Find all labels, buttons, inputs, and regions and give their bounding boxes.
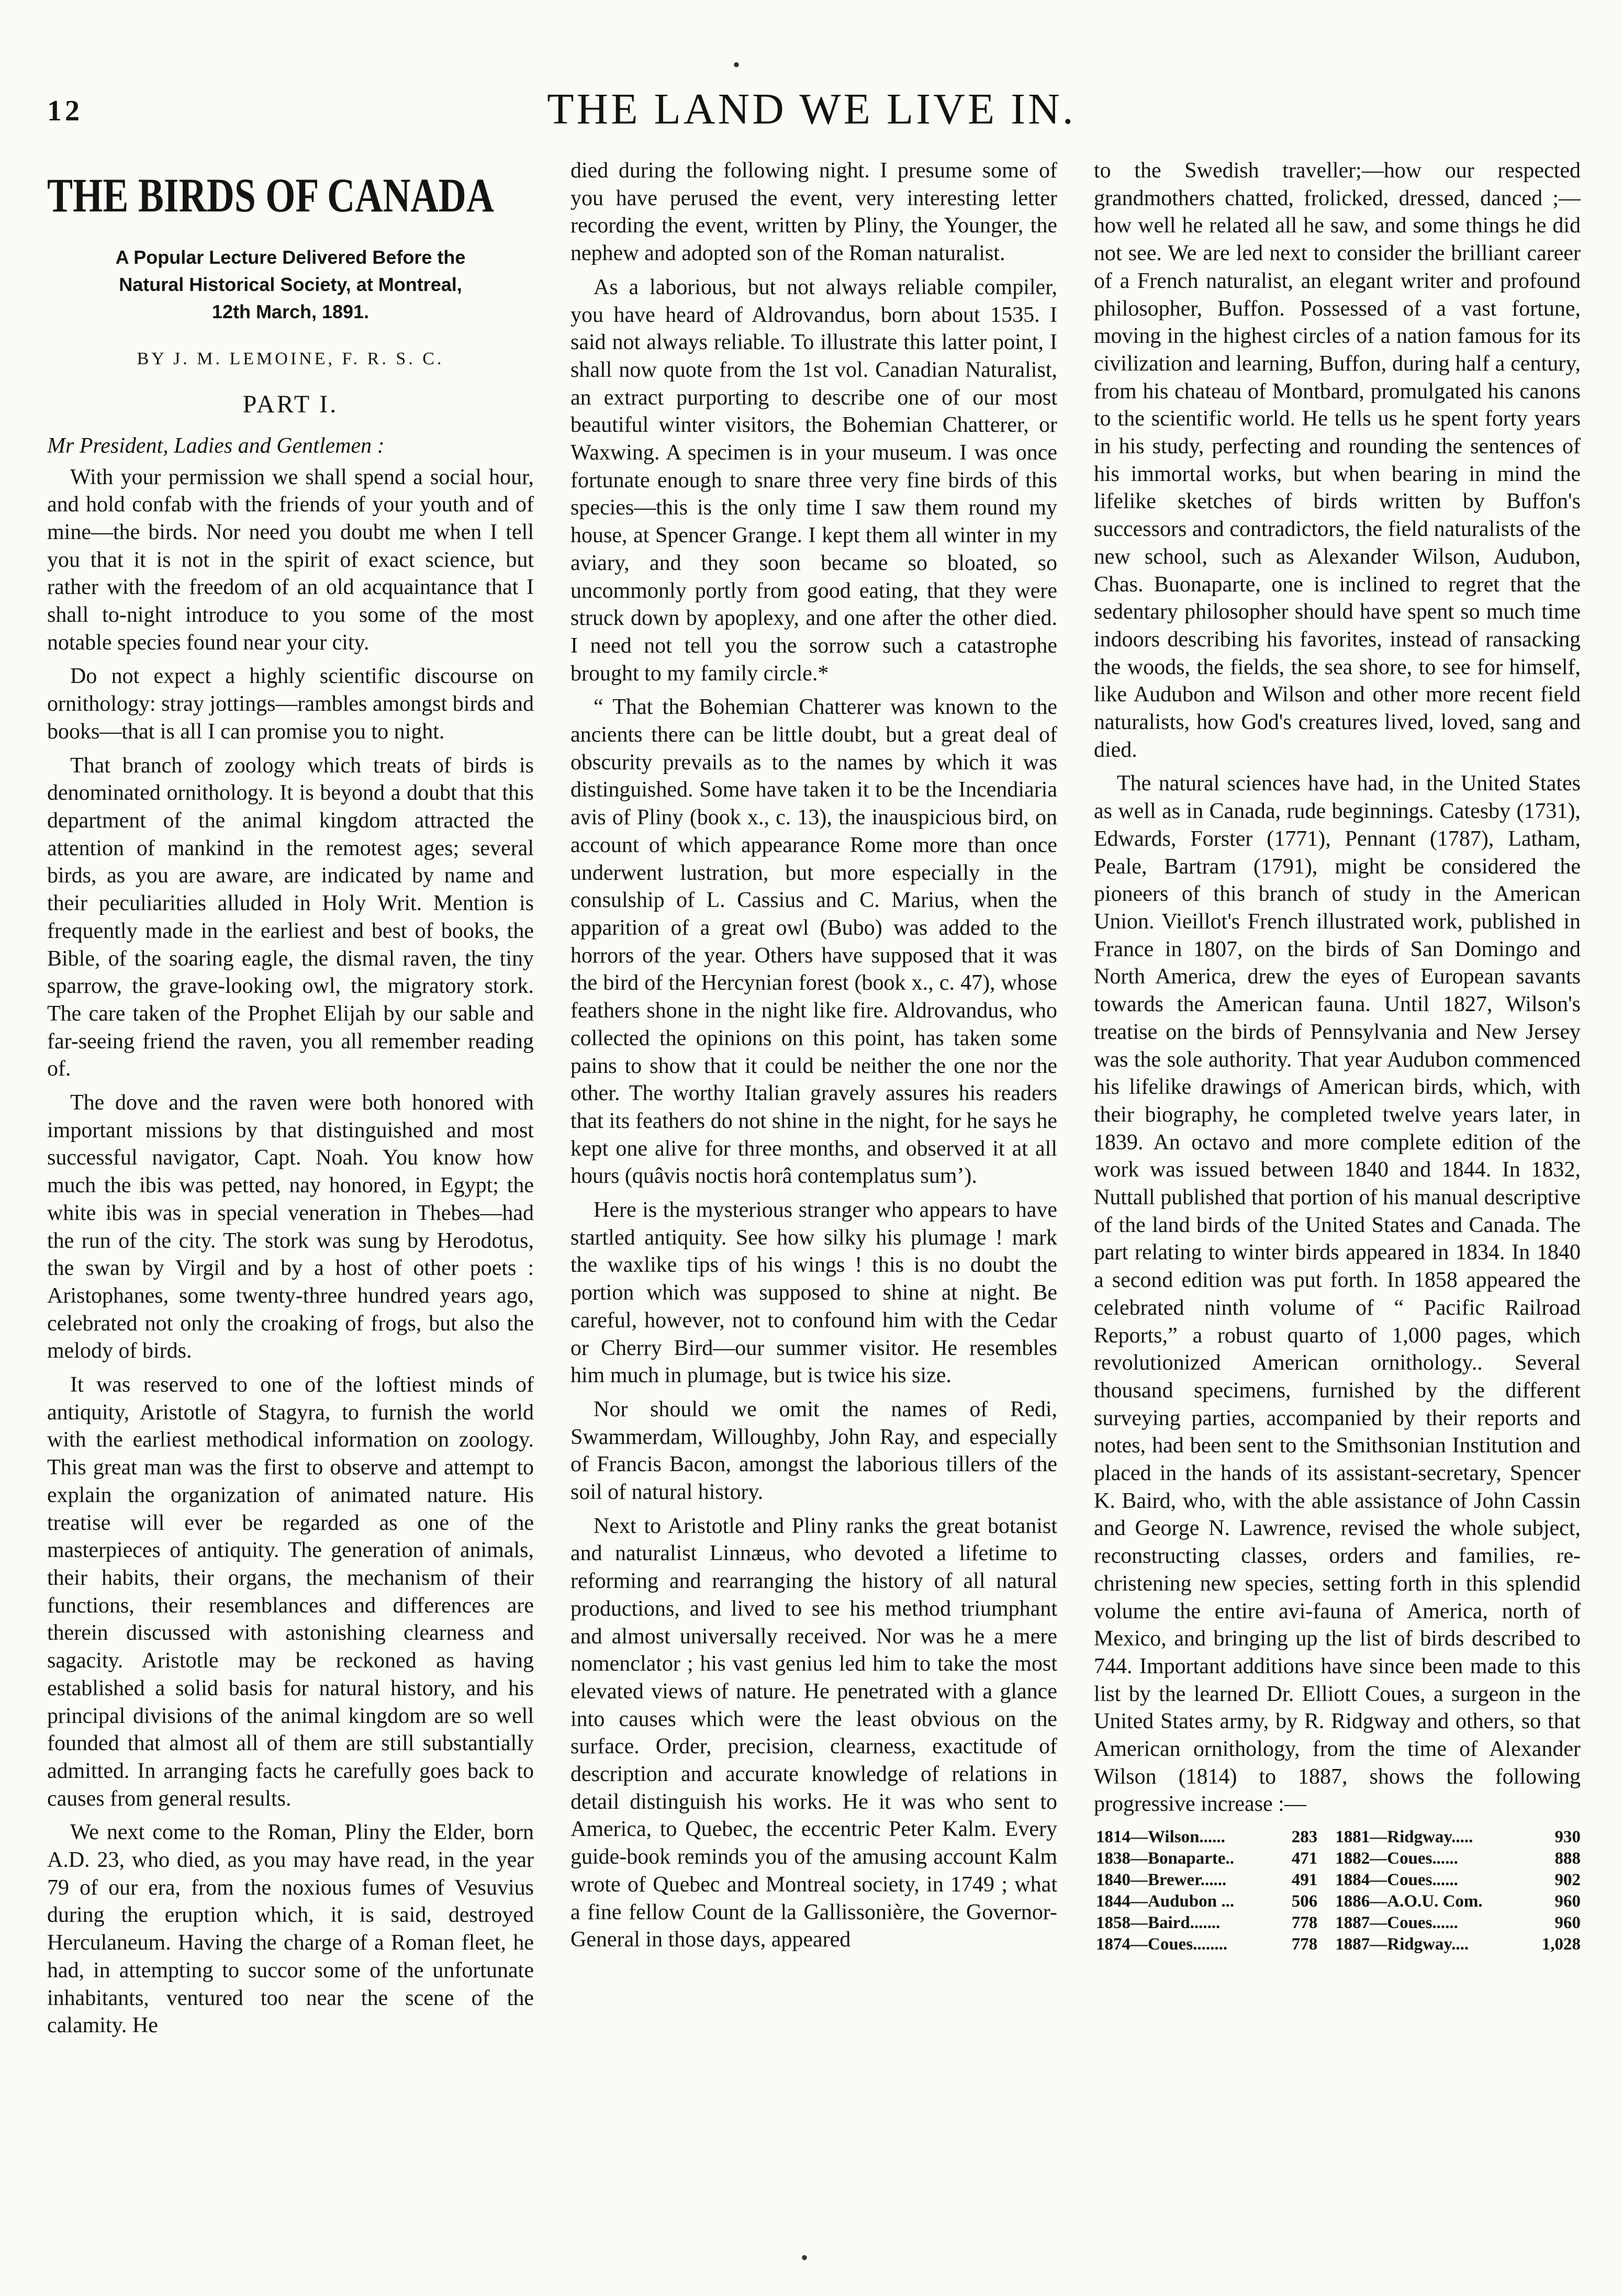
table-cell: 283 bbox=[1291, 1828, 1318, 1847]
subtitle-line: A Popular Lecture Delivered Before the bbox=[115, 247, 466, 268]
table-cell: 471 bbox=[1291, 1849, 1318, 1868]
table-cell: 1881—Ridgway..... bbox=[1335, 1828, 1473, 1847]
table-row bbox=[1094, 1934, 1581, 1955]
byline: BY J. M. LEMOINE, F. R. S. C. bbox=[137, 349, 444, 368]
table-cell: 1814—Wilson...... bbox=[1096, 1828, 1225, 1847]
table-cell: 1844—Audubon ... bbox=[1096, 1892, 1235, 1911]
page-number: 12 bbox=[47, 95, 83, 127]
table-cell: 960 bbox=[1554, 1892, 1581, 1911]
table-cell: 930 bbox=[1554, 1828, 1581, 1847]
subtitle-line: Natural Historical Society, at Montreal, bbox=[119, 274, 462, 296]
table-cell: 1884—Coues...... bbox=[1335, 1871, 1458, 1890]
table-cell: 778 bbox=[1291, 1913, 1318, 1933]
column-2 bbox=[570, 157, 1057, 2188]
table-cell: 1,028 bbox=[1541, 1935, 1581, 1954]
paragraph: That branch of zoology which treats of birds is denominated ornithology. It is beyond a doubt that this department of the animal kingdom attracted the attention of mankind in the remotest ages; several birds, as you are aware, are indicated by name and their peculiarities alluded in Holy Writ. Mention is frequently made in the earliest and best of books, the Bible, of the soaring eagle, the dismal raven, the tiny sparrow, the grave-looking owl, the migratory stork. The care taken of the Prophet Elijah by our sable and far-seeing friend the raven, you all remember reading of. bbox=[47, 753, 534, 1081]
article-columns bbox=[47, 157, 1581, 2188]
table-row bbox=[1094, 1869, 1581, 1891]
paragraph: Do not expect a highly scientific discourse on ornithology: stray jottings—rambles amongst birds and books—that is all I can promise you to night. bbox=[47, 664, 534, 744]
table-cell: 1838—Bonaparte.. bbox=[1096, 1849, 1234, 1868]
table-row bbox=[1094, 1912, 1581, 1934]
paragraph: Here is the mysterious stranger who appears to have startled antiquity. See how silky his plumage ! mark the waxlike tips of his wings ! this is no doubt the portion which was supposed to shine at night. Be careful, however, not to confound him with the Cedar or Cherry Bird—our summer visitor. He resembles him much in plumage, but is twice his size. bbox=[570, 1198, 1057, 1388]
paragraph: As a laborious, but not always reliable compiler, you have heard of Aldrovandus, born about 1535. I said not always reliable. To illustrate this latter point, I shall now quote from the 1st vol. Canadian Naturalist, an extract purporting to describe one of our most beautiful winter visitors, the Bohemian Chatterer, or Waxwing. A specimen is in your museum. I was once fortunate enough to snare three very fine birds of this species—this is the only time I saw them round my house, at Spencer Grange. I kept them all winter in my aviary, and they soon became so bloated, so uncommonly portly from good eating, that they were struck down by apoplexy, and one after the other died. I need not tell you the sorrow such a catastrophe brought to my family circle.* bbox=[570, 275, 1057, 686]
paragraph: We next come to the Roman, Pliny the Elder, born A.D. 23, who died, as you may have read, in the year 79 of our era, from the noxious fumes of Vesuvius during the eruption which, it is said, destroyed Herculaneum. Having the charge of a Roman fleet, he had, in attempting to succor some of the unfortunate inhabitants, ventured too near the scene of the calamity. He bbox=[47, 1820, 534, 2038]
article-title: THE BIRDS OF CANADA bbox=[47, 169, 494, 222]
column-3 bbox=[1094, 157, 1581, 2188]
paragraph: The dove and the raven were both honored with important missions by that distinguished and most successful navigator, Capt. Noah. You know how much the ibis was petted, nay honored, in Egypt; the white ibis was in special veneration in Thebes—had the run of the city. The stork was sung by Herodotus, the swan by Virgil and by a host of other poets : Aristophanes, some twenty-three hundred years ago, celebrated not only the croaking of frogs, but also the melody of birds. bbox=[47, 1091, 534, 1363]
column-1 bbox=[47, 157, 534, 2188]
table-cell: 1840—Brewer...... bbox=[1096, 1871, 1227, 1890]
page-header bbox=[47, 84, 1576, 141]
article-subtitle bbox=[47, 244, 534, 326]
table-row bbox=[1094, 1827, 1581, 1848]
print-speck-mark: • bbox=[733, 53, 741, 76]
table-cell: 778 bbox=[1291, 1935, 1318, 1954]
paragraph: The natural sciences have had, in the United States as well as in Canada, rude beginnings. Catesby (1731), Edwards, Forster (1771), Pennant (1787), Latham, Peale, Bartram (1791), might be considered the pioneers of this branch of study in the American Union. Vieillot's French illustrated work, published in France in 1807, on the birds of San Domingo and North America, drew the eyes of European savants towards the American fauna. Until 1827, Wilson's treatise on the birds of Pennsylvania and New Jersey was the sole authority. That year Audubon commenced his lifelike drawings of American birds, which, with their biography, he completed twelve years later, in 1839. An octavo and more complete edition of the work was issued between 1840 and 1844. In 1832, Nuttall published that portion of his manual descriptive of the land birds of the United States and Canada. The part relating to winter birds appeared in 1834. In 1840 a second edition was put forth. In 1858 appeared the celebrated ninth volume of “ Pacific Railroad Reports,” a robust quarto of 1,000 pages, which revolutionized American ornithology.. Several thousand specimens, furnished by the different surveying parties, accompanied by their reports and notes, had been sent to the Smithsonian Institution and placed in the hands of its assistant-secretary, Spencer K. Baird, who, with the able assistance of John Cassin and George N. Lawrence, revised the whole subject, reconstructing classes, orders and families, re-christening new species, setting forth in this splendid volume the entire avi-fauna of America, north of Mexico, and bringing up the list of birds described to 744. Important additions have since been made to this list by the learned Dr. Elliott Coues, a surgeon in the United States army, by R. Ridgway and others, so that American ornithology, from the time of Alexander Wilson (1814) to 1887, shows the following progressive increase :— bbox=[1094, 771, 1581, 1817]
table-row bbox=[1094, 1891, 1581, 1912]
paragraph: to the Swedish traveller;—how our respected grandmothers chatted, frolicked, dressed, danced ;—how well he related all he saw, and some things he did not see. We are led next to consider the brilliant career of a French naturalist, an elegant writer and profound philosopher, Buffon. Possessed of a vast fortune, moving in the highest circles of a nation famous for its civilization and learning, Buffon, during half a century, from his chateau of Montbard, promulgated his canons to the scientific world. He tells us he spent forty years in his study, perfecting and rounding the sentences of his immortal works, but when bearing in mind the lifelike sketches of birds written by Buffon's successors and contradictors, the field naturalists of the new school, such as Alexander Wilson, Audubon, Chas. Buonaparte, one is inclined to regret that the sedentary philosopher should have spent so much time indoors describing his favorites, instead of ransacking the woods, the fields, the sea shore, to see for himself, like Audubon and Wilson and other more recent field naturalists, how God's creatures lived, loved, sang and died. bbox=[1094, 159, 1581, 762]
paragraph: died during the following night. I presume some of you have perused the event, very interesting letter recording the event, written by Pliny, the Younger, the nephew and adopted son of the Roman naturalist. bbox=[570, 159, 1057, 266]
table-cell: 506 bbox=[1291, 1892, 1318, 1911]
table-cell: 1874—Coues........ bbox=[1096, 1935, 1228, 1954]
paragraph: With your permission we shall spend a social hour, and hold confab with the friends of your youth and of mine—the birds. Nor need you doubt me when I tell you that it is not in the spirit of exact science, but rather with the freedom of an old acquaintance that I shall to-night introduce to you some of the most notable species found near your city. bbox=[47, 465, 534, 655]
table-cell: 960 bbox=[1554, 1913, 1581, 1933]
subtitle-line: 12th March, 1891. bbox=[211, 301, 370, 323]
paragraph: Next to Aristotle and Pliny ranks the great botanist and naturalist Linnæus, who devoted a lifetime to reforming and rearranging the history of all natural productions, and lived to see his method triumphant and almost universally received. Nor was he a mere nomenclator ; his vast genius led him to take the most elevated views of nature. He penetrated with a glance into causes which were the least obvious on the surface. Order, precision, clearness, exactitude of description and accurate knowledge of relations in detail distinguish his works. He it was who sent to America, to Quebec, the eccentric Peter Kalm. Every guide-book reminds you of the amusing account Kalm wrote of Quebec and Montreal society, in 1749 ; what a fine fellow Count de la Gallissonière, the Governor-General in those days, appeared bbox=[570, 1514, 1057, 1952]
ornithology-increase-table bbox=[1094, 1827, 1581, 1955]
salutation: Mr President, Ladies and Gentlemen : bbox=[47, 433, 385, 458]
table-cell: 1858—Baird....... bbox=[1096, 1913, 1221, 1933]
paragraph: Nor should we omit the names of Redi, Swammerdam, Willoughby, John Ray, and especially of Francis Bacon, amongst the laborious tillers of the soil of natural history. bbox=[570, 1397, 1057, 1505]
paragraph: It was reserved to one of the loftiest minds of antiquity, Aristotle of Stagyra, to furnish the world with the earliest methodical information on zoology. This great man was the first to observe and attempt to explain the organization of animated nature. His treatise will ever be regarded as one of the masterpieces of antiquity. The generation of animals, their habits, their organs, the mechanism of their functions, their resemblances and differences are therein discussed with astonishing clearness and sagacity. Aristotle may be reckoned as having established a solid basis for natural history, and his principal divisions of the animal kingdom are so well founded that almost all of them are still substantially admitted. In arranging facts he carefully goes back to causes from general results. bbox=[47, 1373, 534, 1811]
part-heading: PART I. bbox=[242, 390, 339, 418]
paragraph: “ That the Bohemian Chatterer was known to the ancients there can be little doubt, but a great deal of obscurity prevails as to the names by which it was distinguished. Some have taken it to be the Incendiaria avis of Pliny (book x., c. 13), the inauspicious bird, on account of which appearance Rome more than once underwent lustration, but more especially in the consulship of L. Cassius and C. Marius, when the apparition of a great owl (Bubo) was added to the horrors of the year. Others have supposed that it was the bird of the Hercynian forest (book x., c. 47), whose feathers shone in the night like fire. Aldrovandus, who collected the opinions on this point, has taken some pains to show that it could be neither the one nor the other. The worthy Italian gravely assures his readers that its feathers do not shine in the night, for he says he kept one alive for three months, and observed it at all hours (quâvis noctis horâ contemplatus sum’). bbox=[570, 695, 1057, 1189]
print-speck-mark: • bbox=[801, 2246, 809, 2269]
table-cell: 491 bbox=[1291, 1871, 1318, 1890]
table-cell: 1887—Coues...... bbox=[1335, 1913, 1458, 1933]
table-cell: 1887—Ridgway.... bbox=[1335, 1935, 1469, 1954]
running-title: THE LAND WE LIVE IN. bbox=[547, 85, 1076, 133]
table-row bbox=[1094, 1848, 1581, 1869]
table-cell: 1886—A.O.U. Com. bbox=[1335, 1892, 1483, 1911]
table-cell: 902 bbox=[1554, 1871, 1581, 1890]
table-cell: 888 bbox=[1554, 1849, 1581, 1868]
table-cell: 1882—Coues...... bbox=[1335, 1849, 1458, 1868]
